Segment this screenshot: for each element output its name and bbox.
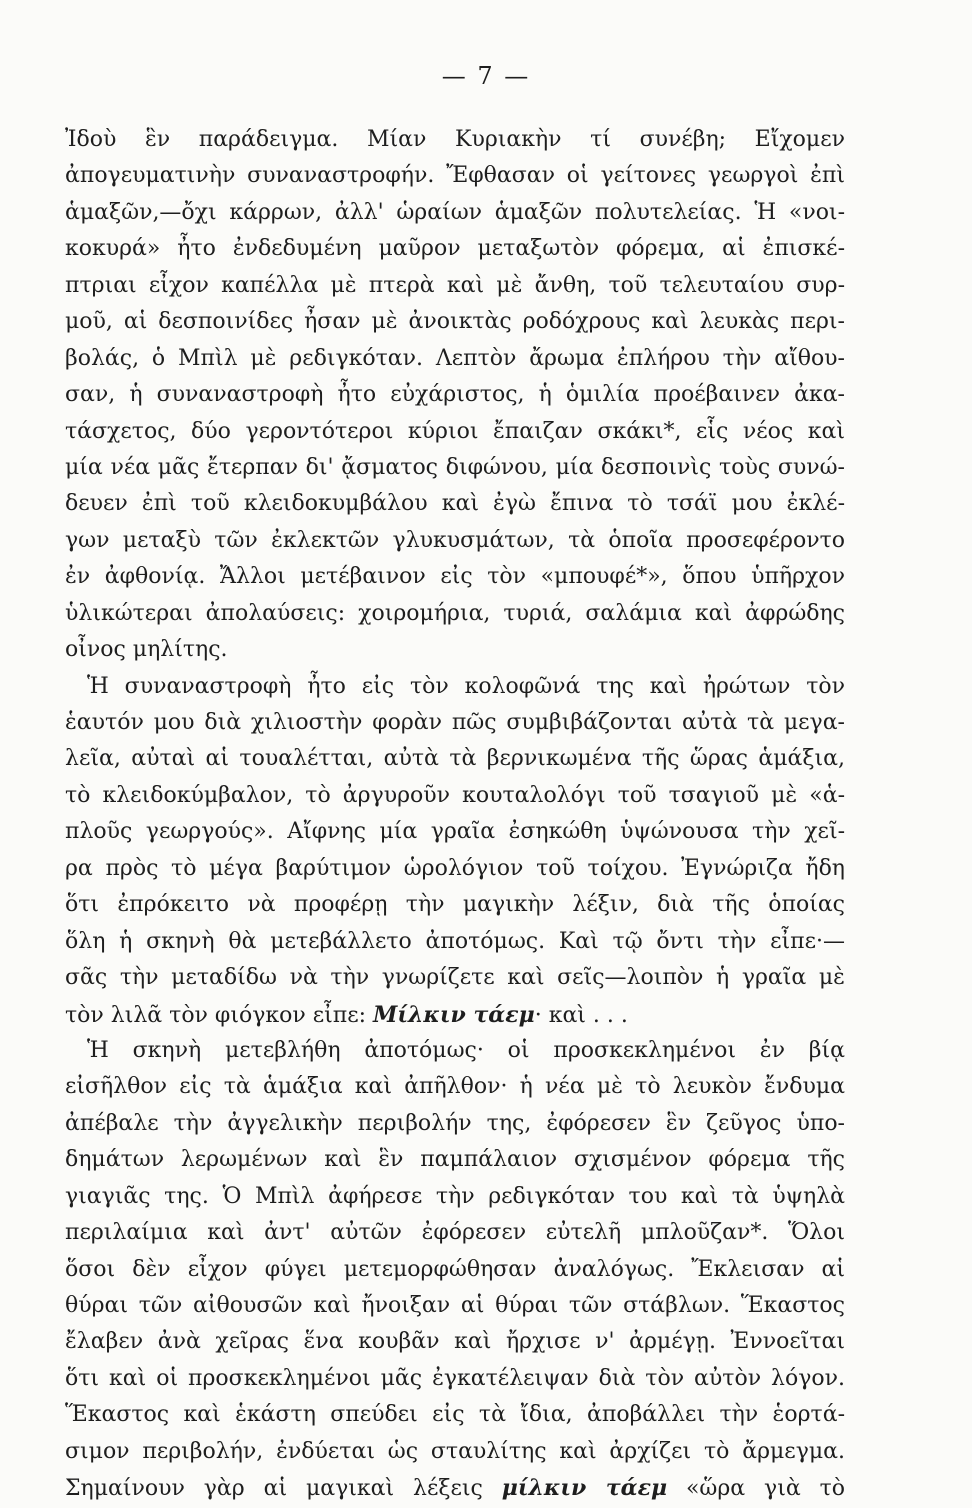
text-line <box>65 814 845 850</box>
text-line <box>65 596 845 632</box>
text-segment: ἐν ἀφθονίᾳ. Ἄλλοι μετέβαινον εἰς τὸν «μπουφέ*», ὅπου ὑπῆρχον <box>65 564 845 590</box>
text-segment: ἔλαβεν ἀνὰ χεῖρας ἕνα κουβᾶν καὶ ἤρχισε ν' ἀρμέγῃ. Ἐννοεῖται <box>65 1329 845 1355</box>
emphasized-phrase: μίλκιν τάεμ <box>501 1475 668 1502</box>
text-segment: σαν, ἡ συναναστροφὴ ἦτο εὐχάριστος, ἡ ὁμιλία προέβαινεν ἀκα- <box>65 382 845 408</box>
text-line <box>65 1324 845 1360</box>
text-segment: μοῦ, αἱ δεσποινίδες ἦσαν μὲ ἀνοικτὰς ροδόχρους καὶ λευκὰς περι- <box>65 309 845 335</box>
text-line <box>65 778 845 814</box>
text-segment: ἀπέβαλε τὴν ἀγγελικὴν περιβολήν της, ἐφόρεσεν ἓν ζεῦγος ὑπο- <box>65 1110 845 1136</box>
text-line <box>65 705 845 741</box>
text-segment: Σημαίνουν γὰρ αἱ μαγικαὶ λέξεις <box>65 1476 502 1502</box>
emphasized-phrase: Μίλκιν τάεμ <box>373 1001 535 1028</box>
text-line <box>65 414 845 450</box>
text-segment: θύραι τῶν αἰθουσῶν καὶ ἤνοιξαν αἱ θύραι τῶν στάβλων. Ἕκαστος <box>65 1293 845 1318</box>
text-line <box>65 450 845 486</box>
text-line <box>65 1215 845 1251</box>
text-segment: σιμον περιβολήν, ἐνδύεται ὡς σταυλίτης καὶ ἀρχίζει τὸ ἄρμεγμα. <box>65 1438 845 1464</box>
text-line <box>65 924 845 960</box>
text-segment: ὑλικώτεραι ἀπολαύσεις: χοιρομήρια, τυριά, σαλάμια καὶ ἀφρώδης <box>65 600 845 626</box>
text-line <box>65 851 845 887</box>
text-line <box>65 486 845 522</box>
text-line <box>65 669 845 705</box>
text-segment: ἀπογευματινὴν συναναστροφήν. Ἔφθασαν οἱ γείτονες γεωργοὶ ἐπὶ <box>65 163 845 189</box>
text-segment: «ὥρα γιὰ τὸ <box>667 1476 845 1502</box>
text-segment: ἁμαξῶν,—ὄχι κάρρων, ἀλλ' ὡραίων ἁμαξῶν πολυτελείας. Ἡ «νοι- <box>65 199 845 225</box>
text-segment: δημάτων λερωμένων καὶ ἓν παμπάλαιον σχισμένον φόρεμα τῆς <box>65 1147 845 1173</box>
text-line <box>65 997 845 1033</box>
text-segment: κοκυρά» ἦτο ἐνδεδυμένη μαῦρον μεταξωτὸν φόρεμα, αἱ ἐπισκέ- <box>65 236 845 262</box>
text-segment: εἰσῆλθον εἰς τὰ ἁμάξια καὶ ἀπῆλθον· ἡ νέα μὲ τὸ λευκὸν ἔνδυμα <box>65 1074 845 1100</box>
text-line <box>65 523 845 559</box>
text-segment: Ἡ σκηνὴ μετεβλήθη ἀποτόμως· οἱ προσκεκλημένοι ἐν βίᾳ <box>87 1037 845 1063</box>
text-segment: ὅσοι δὲν εἶχον φύγει μετεμορφώθησαν ἀναλόγως. Ἔκλεισαν αἱ <box>65 1256 845 1282</box>
text-line <box>65 559 845 595</box>
text-line <box>65 741 845 777</box>
text-segment: βολάς, ὁ Μπὶλ μὲ ρεδιγκόταν. Λεπτὸν ἄρωμα ἐπλήρου τὴν αἴθου- <box>65 345 845 371</box>
text-segment: τὸν λιλᾶ τὸν φιόγκον εἶπε: <box>65 1002 373 1028</box>
text-segment: τάσχετος, δύο γεροντότεροι κύριοι ἔπαιζαν σκάκι*, εἷς νέος καὶ <box>65 418 845 444</box>
text-segment: λεῖα, αὐταὶ αἱ τουαλέτται, αὐτὰ τὰ βερνικωμένα τῆς ὥρας ἁμάξια, <box>65 746 845 772</box>
text-segment: Ἕκαστος καὶ ἑκάστη σπεύδει εἰς τὰ ἴδια, ἀποβάλλει τὴν ἑορτά- <box>65 1402 845 1428</box>
text-segment: δευεν ἐπὶ τοῦ κλειδοκυμβάλου καὶ ἐγὼ ἔπινα τὸ τσάϊ μου ἐκλέ- <box>65 491 845 517</box>
text-segment: Ἡ συναναστροφὴ ἦτο εἰς τὸν κολοφῶνά της καὶ ἠρώτων τὸν <box>87 673 845 699</box>
text-line <box>65 1288 845 1324</box>
text-segment: σᾶς τὴν μεταδίδω νὰ τὴν γνωρίζετε καὶ σεῖς—λοιπὸν ἡ γραῖα μὲ <box>65 965 845 991</box>
text-line <box>65 268 845 304</box>
text-line <box>65 1033 845 1069</box>
text-line <box>65 1179 845 1215</box>
text-line <box>65 1106 845 1142</box>
text-line <box>65 1069 845 1105</box>
text-segment: οἶνος μηλίτης. <box>65 637 228 663</box>
text-line <box>65 1142 845 1178</box>
text-segment: ὅλη ἡ σκηνὴ θὰ μετεβάλλετο ἀποτόμως. Καὶ τῷ ὄντι τὴν εἶπε·— <box>65 928 845 954</box>
text-line <box>65 1252 845 1288</box>
text-segment: Ἰδοὺ ἓν παράδειγμα. Μίαν Κυριακὴν τί συνέβη; Εἴχομεν <box>65 127 845 152</box>
text-segment: πλοῦς γεωργούς». Αἴφνης μία γραῖα ἐσηκώθη ὑψώνουσα τὴν χεῖ- <box>65 819 845 845</box>
text-segment: περιλαίμια καὶ ἀντ' αὐτῶν ἐφόρεσεν εὐτελῆ μπλοῦζαν*. Ὅλοι <box>65 1220 845 1246</box>
text-line <box>65 158 845 194</box>
text-segment: τὸ κλειδοκύμβαλον, τὸ ἀργυροῦν κουταλολόγι τοῦ τσαγιοῦ μὲ «ἁ- <box>65 782 845 808</box>
text-line <box>65 377 845 413</box>
text-segment: · καὶ . . . <box>534 1002 628 1028</box>
text-segment: πτριαι εἶχον καπέλλα μὲ πτερὰ καὶ μὲ ἄνθη, τοῦ τελευταίου συρ- <box>65 272 845 298</box>
body-text <box>65 122 845 1507</box>
text-line <box>65 231 845 267</box>
text-segment: γιαγιᾶς της. Ὁ Μπὶλ ἀφήρεσε τὴν ρεδιγκόταν του καὶ τὰ ὑψηλὰ <box>65 1183 845 1209</box>
text-segment: ρα πρὸς τὸ μέγα βαρύτιμον ὡρολόγιον τοῦ τοίχου. Ἐγνώριζα ἤδη <box>65 855 845 881</box>
text-segment: ὅτι καὶ οἱ προσκεκλημένοι μᾶς ἐγκατέλειψαν διὰ τὸν αὐτὸν λόγον. <box>65 1365 845 1391</box>
text-segment: ἑαυτόν μου διὰ χιλιοστὴν φορὰν πῶς συμβιβάζονται αὐτὰ τὰ μεγα- <box>65 710 845 735</box>
text-line <box>65 1470 845 1506</box>
text-line <box>65 632 845 668</box>
text-line <box>65 122 845 158</box>
text-line <box>65 887 845 923</box>
text-line <box>65 341 845 377</box>
page-number: — 7 — <box>441 62 531 90</box>
text-line <box>65 195 845 231</box>
text-segment: γων μεταξὺ τῶν ἐκλεκτῶν γλυκυσμάτων, τὰ ὁποῖα προσεφέροντο <box>65 527 845 553</box>
text-segment: μία νέα μᾶς ἔτερπαν δι' ᾄσματος διφώνου, μία δεσποινὶς τοὺς συνώ- <box>65 454 845 480</box>
text-line <box>65 304 845 340</box>
text-line <box>65 1397 845 1433</box>
text-line <box>65 1434 845 1470</box>
text-line <box>65 960 845 996</box>
text-line <box>65 1361 845 1397</box>
text-segment: ὅτι ἐπρόκειτο νὰ προφέρῃ τὴν μαγικὴν λέξιν, διὰ τῆς ὁποίας <box>65 892 845 918</box>
